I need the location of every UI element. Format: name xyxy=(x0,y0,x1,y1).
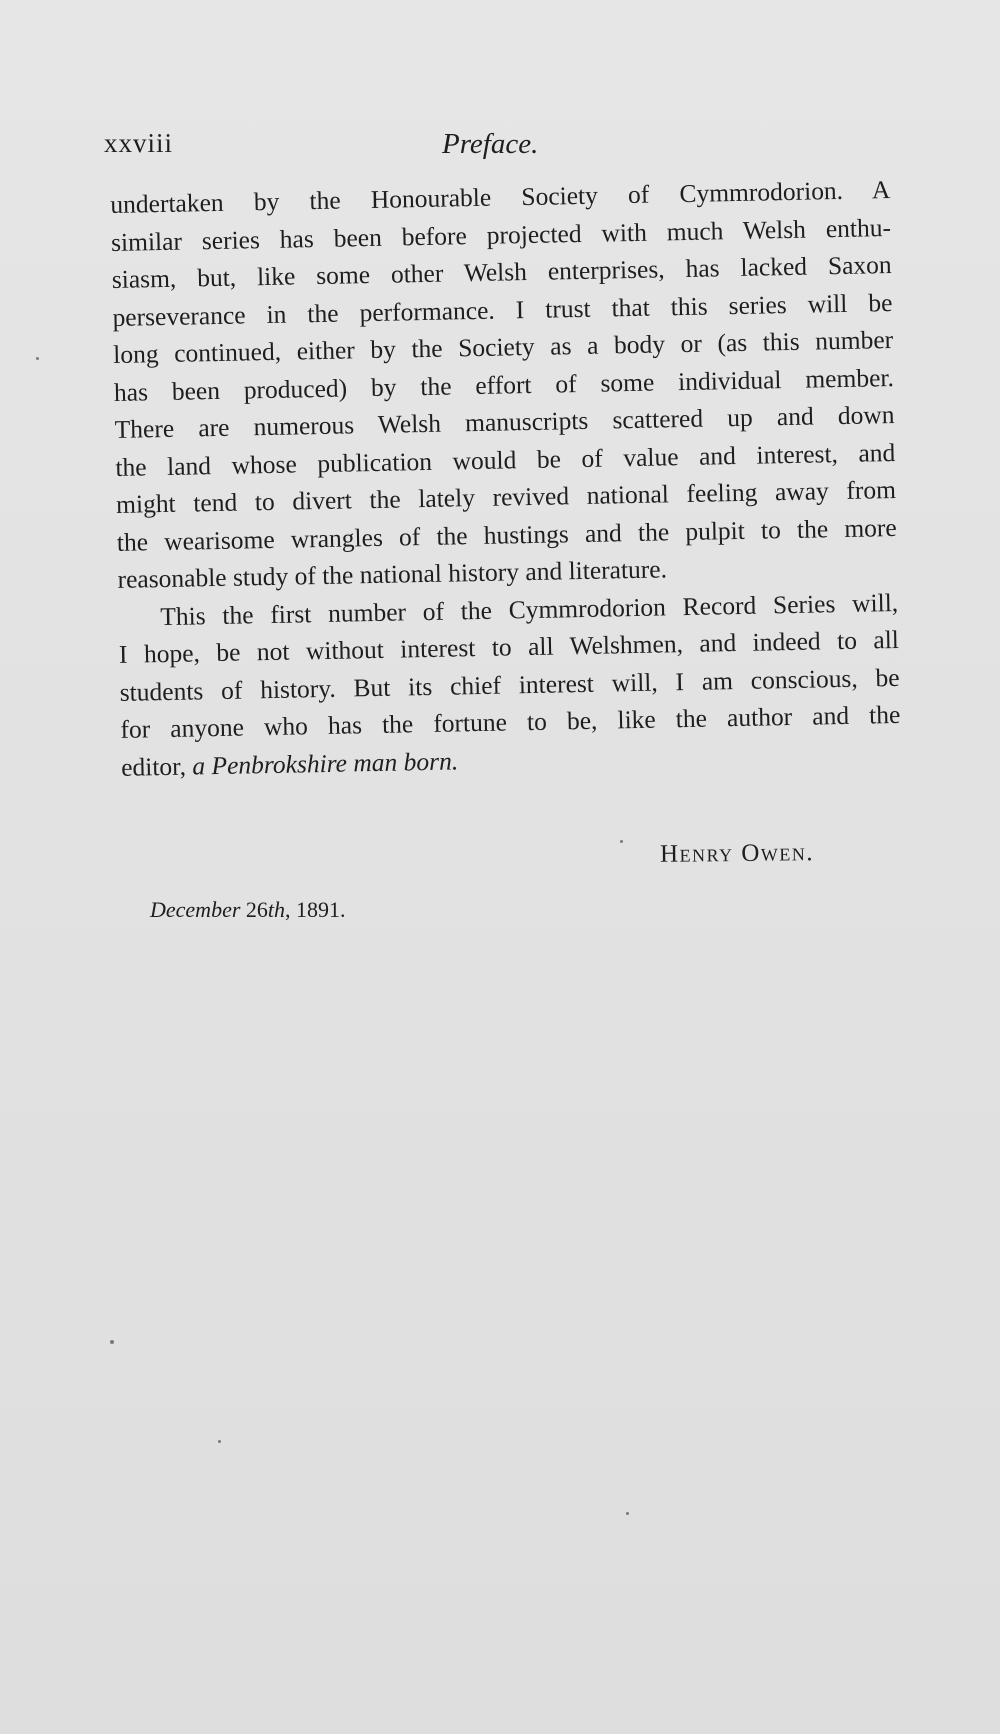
text-line: long continued, either by the Society as a body or (as this number xyxy=(112,324,894,369)
text-line: There are numerous Welsh manuscripts scattered up and down xyxy=(114,399,895,444)
text-line-prefix: editor, xyxy=(120,751,193,782)
date-day: 26 xyxy=(245,897,268,922)
paper-speck xyxy=(626,1512,629,1515)
paper-speck xyxy=(218,1440,221,1443)
paper-speck xyxy=(110,1340,114,1344)
author-signature: Henry Owen. xyxy=(659,839,815,868)
page-header xyxy=(104,128,894,172)
text-line: This the first number of the Cymmrodorion Record Series will, xyxy=(159,587,899,631)
text-line: reasonable study of the national history and literature. xyxy=(117,554,668,594)
running-title: Preface. xyxy=(442,128,539,160)
text-line: students of history. But its chief interest will, I am conscious, be xyxy=(119,662,900,707)
preface-body xyxy=(110,171,901,786)
italic-phrase: a Penbrokshire man born. xyxy=(192,745,459,781)
date-year: , 1891. xyxy=(285,897,346,922)
paragraph-2 xyxy=(118,583,901,785)
text-line: has been produced) by the effort of some individual member. xyxy=(113,362,895,407)
text-line: the wearisome wrangles of the hustings and the pulpit to the more xyxy=(116,512,897,557)
text-line: I hope, be not without interest to all Welshmen, and indeed to all xyxy=(118,624,900,669)
text-line: perseverance in the performance. I trust that this series will be xyxy=(112,287,893,332)
dateline xyxy=(150,897,346,923)
date-day-suffix: th xyxy=(267,897,286,922)
text-line: siasm, but, like some other Welsh enterprises, has lacked Saxon xyxy=(111,250,892,294)
text-line: for anyone who has the fortune to be, like the author and the xyxy=(120,699,901,744)
paragraph-1 xyxy=(110,171,898,598)
text-line: might tend to divert the lately revived national feeling away from xyxy=(115,474,897,519)
text-line: the land whose publication would be of value and interest, and xyxy=(115,437,896,482)
text-line: similar series has been before projected with much Welsh enthu- xyxy=(110,212,892,257)
text-line: undertaken by the Honourable Society of Cymmrodorion. A xyxy=(110,175,891,219)
page-number: xxviii xyxy=(104,128,174,158)
paper-speck xyxy=(620,840,623,843)
date-month: December xyxy=(150,897,241,922)
paper-speck xyxy=(36,357,39,360)
